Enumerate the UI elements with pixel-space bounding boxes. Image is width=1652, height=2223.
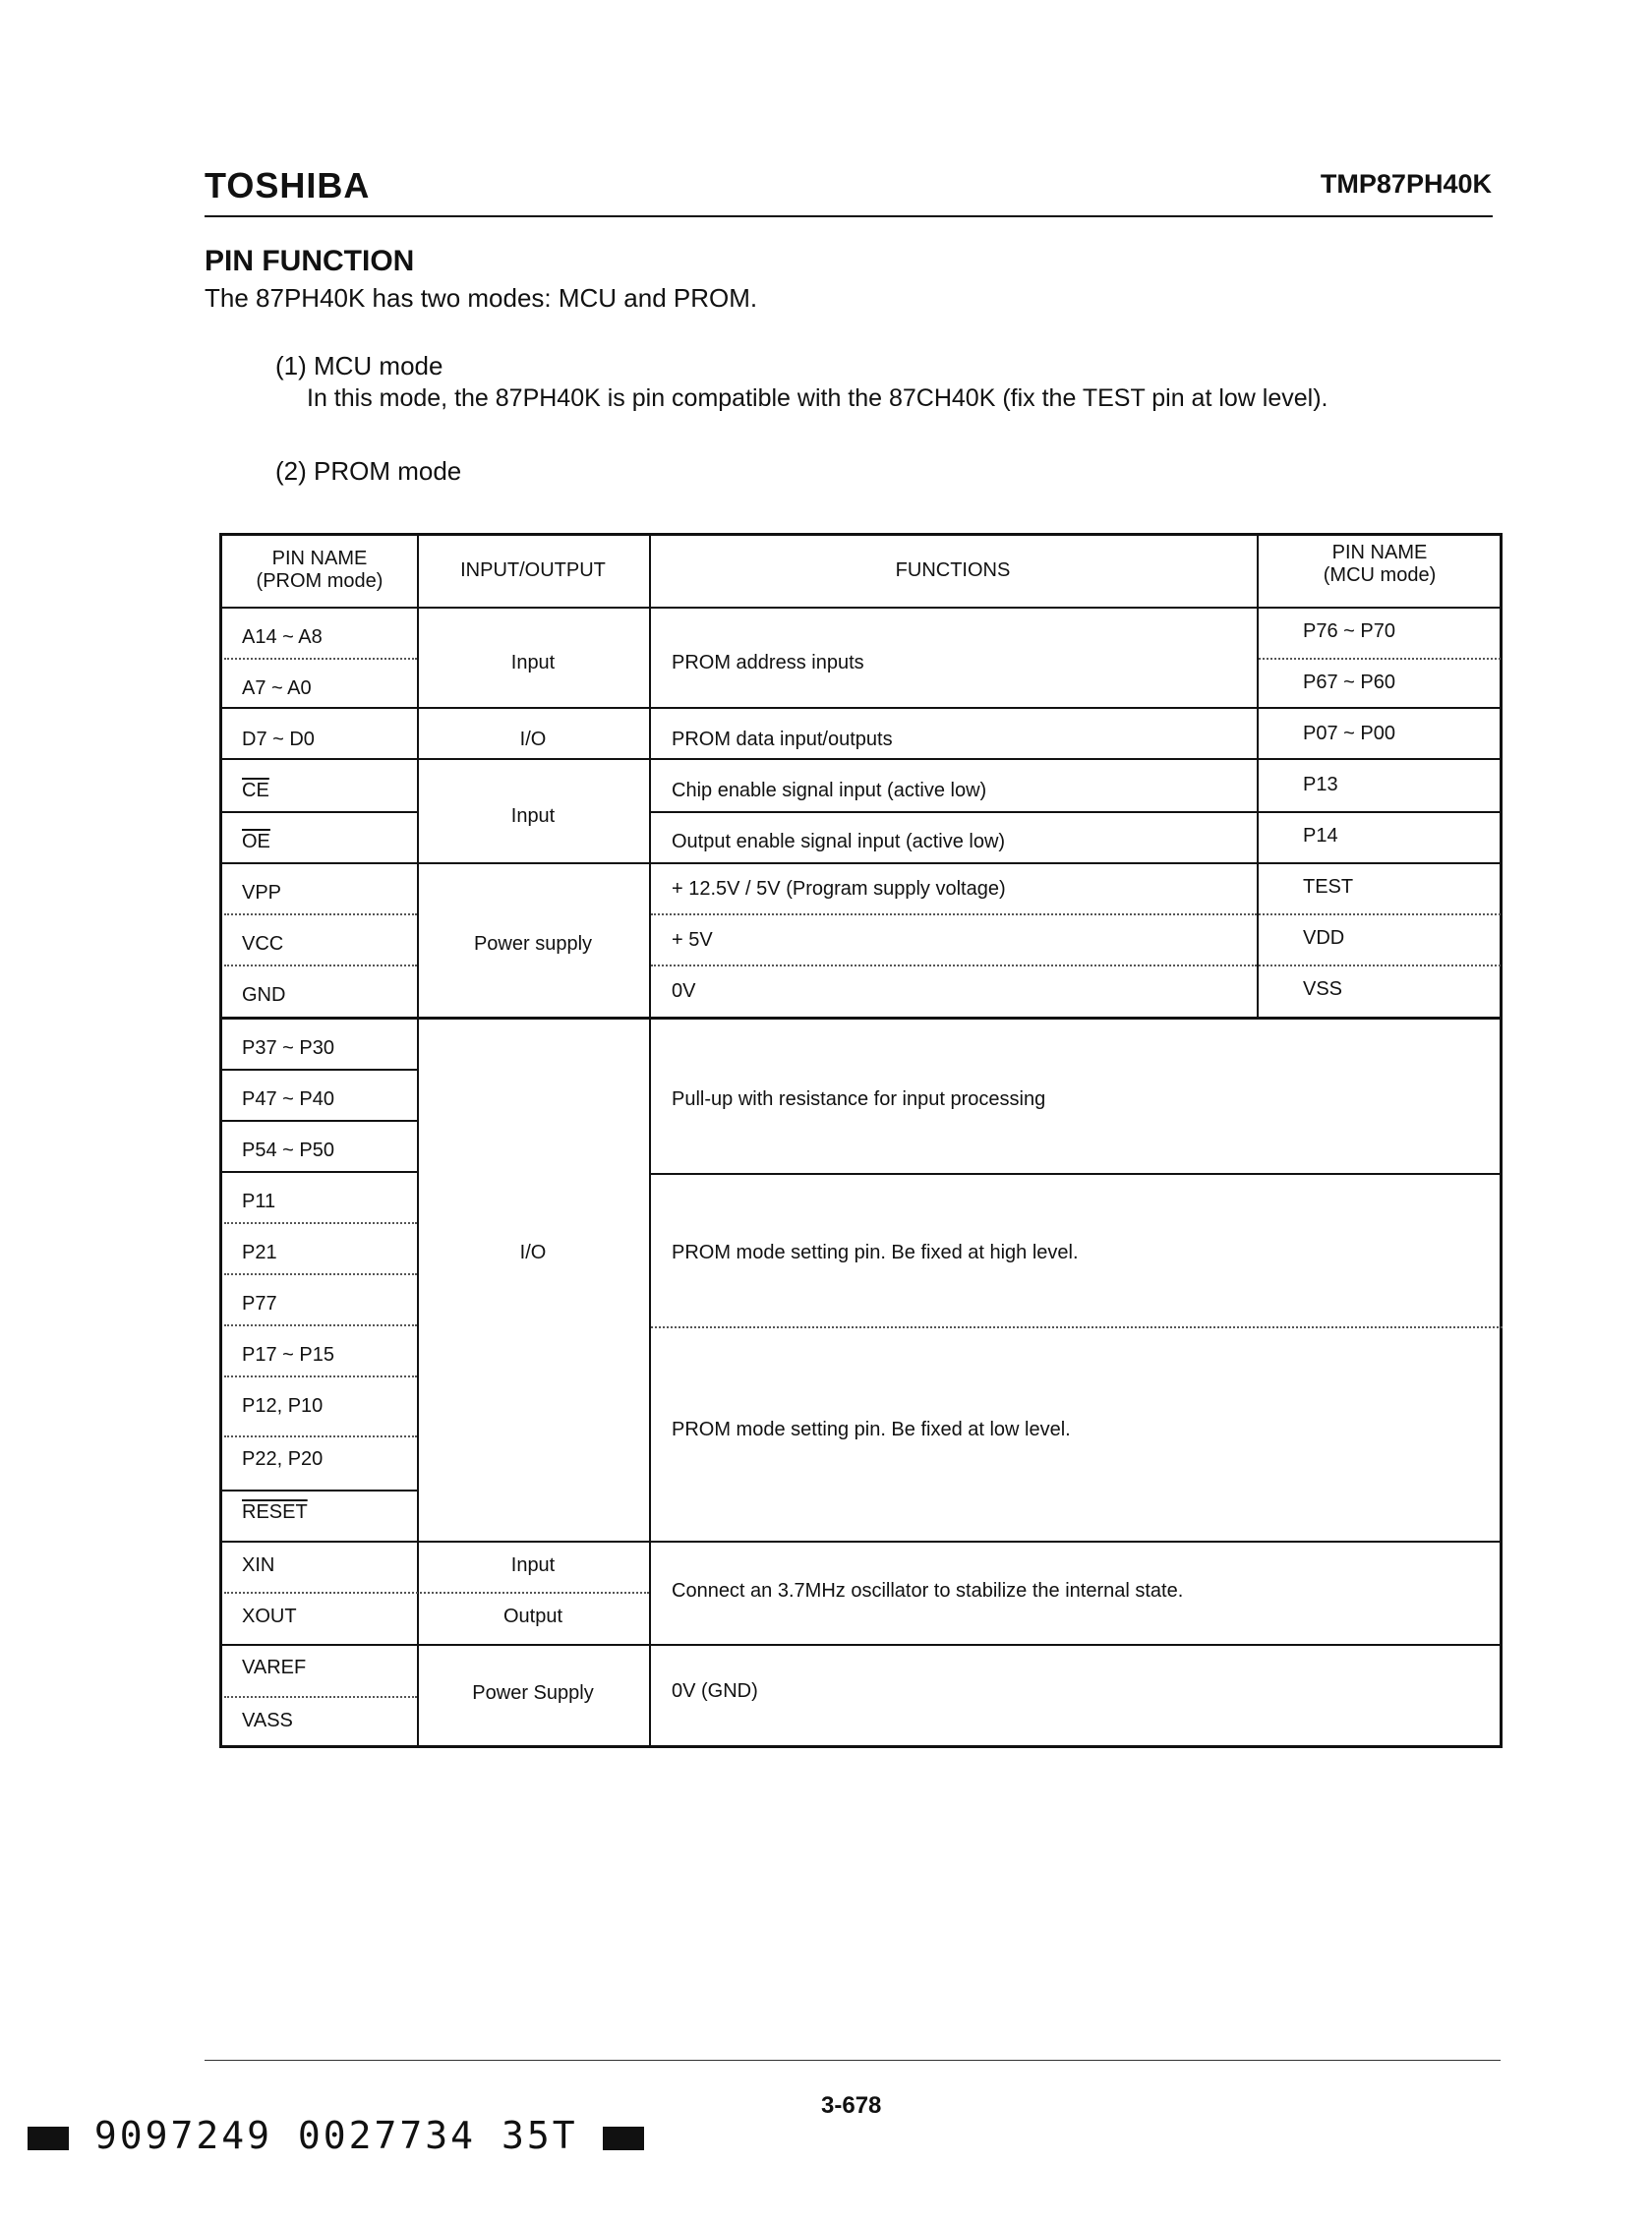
dotted-separator xyxy=(224,913,417,915)
row-line xyxy=(222,1644,1503,1646)
pullup-function: Pull-up with resistance for input processing xyxy=(672,1088,1046,1110)
dotted-separator xyxy=(1259,658,1501,660)
row-line xyxy=(222,758,1503,760)
dotted-separator xyxy=(224,658,417,660)
pin-p37-p30: P37 ~ P30 xyxy=(242,1037,334,1059)
code-mark-right xyxy=(603,2127,644,2150)
dotted-separator xyxy=(651,913,1257,915)
pin-p77: P77 xyxy=(242,1293,277,1315)
brand-logo: TOSHIBA xyxy=(205,165,371,205)
header-input-output: INPUT/OUTPUT xyxy=(460,559,606,581)
pin-p11: P11 xyxy=(242,1191,276,1212)
code-mark-left xyxy=(28,2127,69,2150)
dotted-separator xyxy=(224,1324,417,1326)
dotted-separator xyxy=(224,965,417,966)
pin-vpp: VPP xyxy=(242,882,282,904)
footer-rule xyxy=(205,2060,1501,2061)
page-number: 3-678 xyxy=(821,2092,882,2119)
data-io: I/O xyxy=(519,729,547,750)
dotted-separator xyxy=(651,1326,1503,1328)
mcu-mode-body: In this mode, the 87PH40K is pin compatible with the 87CH40K (fix the TEST pin at low level). xyxy=(307,384,1328,412)
mcu-mode-title: (1) MCU mode xyxy=(275,351,443,380)
dotted-separator xyxy=(224,1222,417,1224)
dotted-separator xyxy=(224,1435,417,1437)
row-line xyxy=(222,811,417,813)
pin-p22-p20: P22, P20 xyxy=(242,1448,324,1470)
row-line xyxy=(222,1541,1503,1543)
mcu-p07-p00: P07 ~ P00 xyxy=(1303,723,1395,744)
document-code xyxy=(28,2114,644,2157)
vpp-function: + 12.5V / 5V (Program supply voltage) xyxy=(672,878,1006,900)
pin-p54-p50: P54 ~ P50 xyxy=(242,1140,334,1161)
row-line xyxy=(222,862,1503,864)
part-number: TMP87PH40K xyxy=(1320,169,1492,199)
ports-io: I/O xyxy=(519,1242,547,1263)
pin-a14-a8: A14 ~ A8 xyxy=(242,626,323,648)
mcu-vdd: VDD xyxy=(1303,927,1345,949)
row-line xyxy=(222,1490,417,1492)
col-divider-2 xyxy=(649,536,651,1748)
pin-p47-p40: P47 ~ P40 xyxy=(242,1088,334,1110)
pin-p12-p10: P12, P10 xyxy=(242,1395,324,1417)
gnd-function: 0V xyxy=(672,980,696,1002)
xin-io: Input xyxy=(510,1554,556,1576)
mcu-p67-p60: P67 ~ P60 xyxy=(1303,672,1395,693)
mcu-test: TEST xyxy=(1303,876,1354,898)
header-rule-line xyxy=(222,607,1503,609)
dotted-separator xyxy=(224,1592,649,1594)
aref-function: 0V (GND) xyxy=(672,1680,758,1702)
dotted-separator xyxy=(224,1273,417,1275)
row-line xyxy=(222,1171,417,1173)
pin-xin: XIN xyxy=(242,1554,275,1576)
dotted-separator xyxy=(1259,913,1501,915)
row-line xyxy=(649,811,1503,813)
header-prom-pin-name: PIN NAME (PROM mode) xyxy=(256,548,384,592)
oscillator-function: Connect an 3.7MHz oscillator to stabilize the internal state. xyxy=(672,1580,1184,1602)
aref-io: Power Supply xyxy=(472,1682,594,1704)
prom-mode-title: (2) PROM mode xyxy=(275,456,462,486)
high-level-function: PROM mode setting pin. Be fixed at high level. xyxy=(672,1242,1079,1263)
pin-vass: VASS xyxy=(242,1710,293,1731)
addr-function: PROM address inputs xyxy=(672,652,864,673)
pin-xout: XOUT xyxy=(242,1606,297,1627)
document-code-text: 9097249 0027734 35T xyxy=(93,2114,578,2157)
pin-p21: P21 xyxy=(242,1242,277,1263)
xout-io: Output xyxy=(502,1606,563,1627)
mcu-p14: P14 xyxy=(1303,825,1338,847)
header-mcu-pin-name: PIN NAME (MCU mode) xyxy=(1323,542,1437,586)
dotted-separator xyxy=(224,1375,417,1377)
mcu-vss: VSS xyxy=(1303,978,1343,1000)
dotted-separator xyxy=(224,1696,417,1698)
header-functions: FUNCTIONS xyxy=(895,559,1011,581)
pin-d7-d0: D7 ~ D0 xyxy=(242,729,315,750)
oe-function: Output enable signal input (active low) xyxy=(672,831,1006,852)
section-rule xyxy=(222,1017,1503,1020)
pin-varef: VAREF xyxy=(242,1657,307,1678)
pin-ce: $\overline{CE}$ xyxy=(242,780,269,801)
dotted-separator xyxy=(1259,965,1501,966)
intro-text: The 87PH40K has two modes: MCU and PROM. xyxy=(205,283,758,313)
pin-gnd: GND xyxy=(242,984,286,1006)
pin-p17-p15: P17 ~ P15 xyxy=(242,1344,334,1366)
mcu-p13: P13 xyxy=(1303,774,1338,795)
header-rule xyxy=(205,215,1493,217)
mcu-p76-p70: P76 ~ P70 xyxy=(1303,620,1395,642)
pin-a7-a0: A7 ~ A0 xyxy=(242,677,312,699)
row-line xyxy=(222,707,1503,709)
addr-io: Input xyxy=(510,652,556,673)
power-io: Power supply xyxy=(473,933,593,955)
section-title: PIN FUNCTION xyxy=(205,245,415,277)
col-divider-1 xyxy=(417,536,419,1748)
vcc-function: + 5V xyxy=(672,929,713,951)
row-line xyxy=(222,1120,417,1122)
pin-function-table xyxy=(219,533,1503,1748)
pin-vcc: VCC xyxy=(242,933,284,955)
dotted-separator xyxy=(651,965,1257,966)
low-level-function: PROM mode setting pin. Be fixed at low level. xyxy=(672,1419,1071,1440)
data-function: PROM data input/outputs xyxy=(672,729,893,750)
row-line xyxy=(649,1173,1503,1175)
row-line xyxy=(222,1069,417,1071)
pin-oe: $\overline{OE}$ xyxy=(242,831,270,852)
ce-function: Chip enable signal input (active low) xyxy=(672,780,987,801)
pin-reset: RESET xyxy=(242,1501,308,1523)
ceoe-io: Input xyxy=(510,805,556,827)
